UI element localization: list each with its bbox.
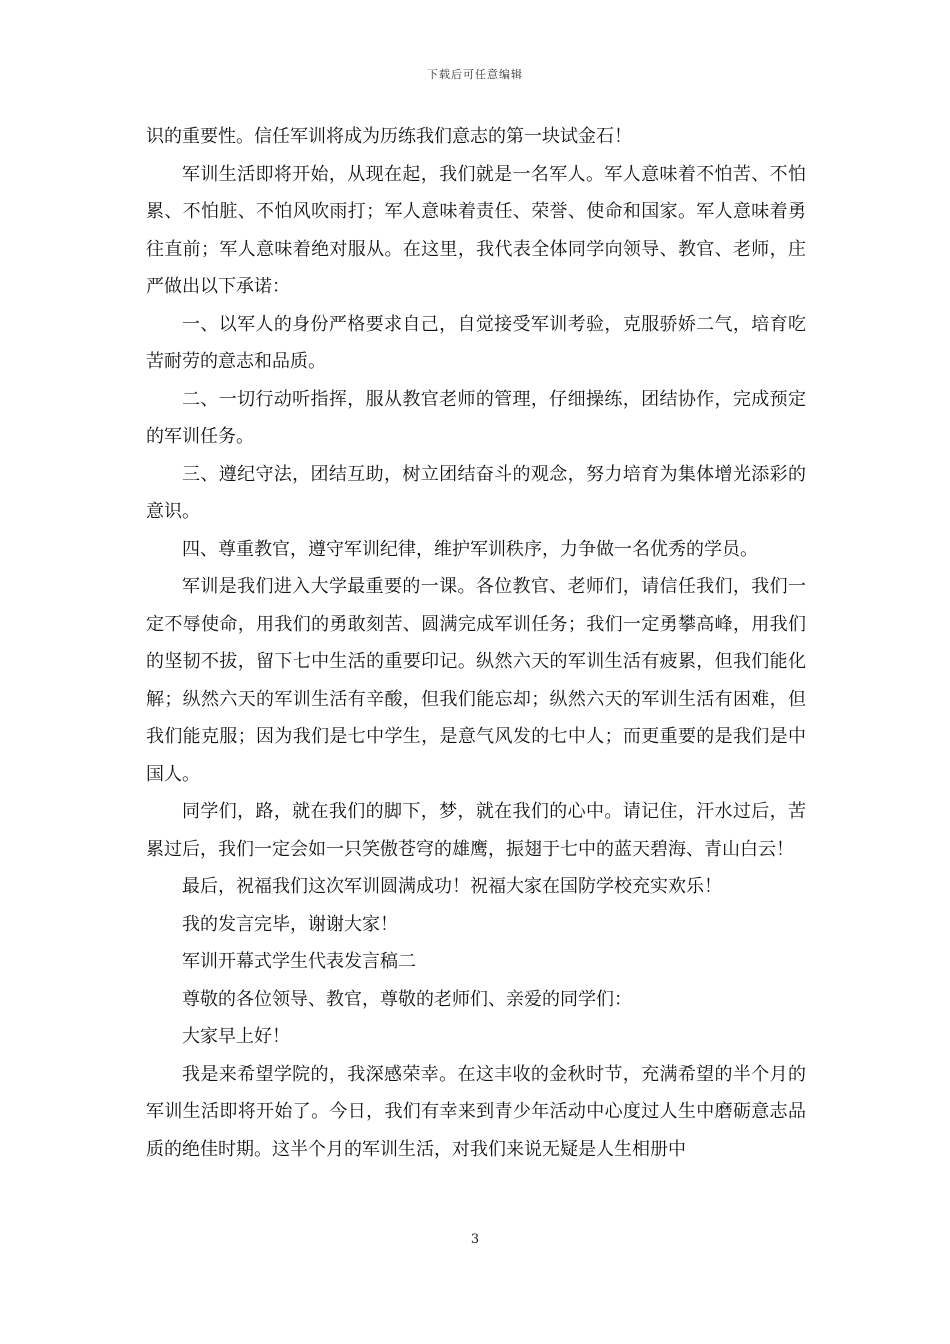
page-number: 3 <box>470 1232 480 1247</box>
section-title: 军训开幕式学生代表发言稿二 <box>182 951 416 972</box>
paragraph-2: 军训生活即将开始，从现在起，我们就是一名军人。军人意味着不怕苦、不怕累、不怕脏、不怕风吹雨打；军人意味着责任、荣誉、使命和国家。军人意味着勇往直前；军人意味着绝对服从。在这里，我代表全体同学向领导、教官、老师，庄严做出以下承诺： <box>146 163 806 297</box>
paragraph-1: 识的重要性。信任军训将成为历练我们意志的第一块试金石！ <box>146 126 632 147</box>
paragraph-6: 四、尊重教官，遵守军训纪律，维护军训秩序，力争做一名优秀的学员。 <box>182 538 758 560</box>
document-body <box>146 118 806 1168</box>
paragraph-4: 二、一切行动听指挥，服从教官老师的管理，仔细操练，团结协作，完成预定的军训任务。 <box>146 388 806 447</box>
greeting: 大家早上好！ <box>182 1026 290 1047</box>
paragraph-9: 最后，祝福我们这次军训圆满成功！祝福大家在国防学校充实欢乐！ <box>182 876 722 897</box>
paragraph-10: 我的发言完毕，谢谢大家！ <box>182 913 398 935</box>
paragraph-5: 三、遵纪守法，团结互助，树立团结奋斗的观念，努力培育为集体增光添彩的意识。 <box>146 463 806 522</box>
paragraph-8: 同学们，路，就在我们的脚下，梦，就在我们的心中。请记住，汗水过后，苦累过后，我们一定会如一只笑傲苍穹的雄鹰，振翅于七中的蓝天碧海、青山白云！ <box>146 801 806 860</box>
paragraph-7: 军训是我们进入大学最重要的一课。各位教官、老师们，请信任我们，我们一定不辱使命，用我们的勇敢刻苦、圆满完成军训任务；我们一定勇攀高峰，用我们的坚韧不拔，留下七中生活的重要印记。纵然六天的军训生活有疲累，但我们能化解；纵然六天的军训生活有辛酸，但我们能忘却；纵然六天的军训生活有困难，但我们能克服；因为我们是七中学生，是意气风发的七中人；而更重要的是我们是中国人。 <box>146 576 806 785</box>
page-header: 下载后可任意编辑 <box>427 68 523 81</box>
paragraph-14: 我是来希望学院的，我深感荣幸。在这丰收的金秋时节，充满希望的半个月的军训生活即将开始了。今日，我们有幸来到青少年活动中心度过人生中磨砺意志品质的绝佳时期。这半个月的军训生活，对我们来说无疑是人生相册中 <box>146 1063 806 1160</box>
paragraph-3: 一、以军人的身份严格要求自己，自觉接受军训考验，克服骄娇二气，培育吃苦耐劳的意志和品质。 <box>146 313 806 372</box>
salutation: 尊敬的各位领导、教官，尊敬的老师们、亲爱的同学们： <box>182 988 632 1010</box>
